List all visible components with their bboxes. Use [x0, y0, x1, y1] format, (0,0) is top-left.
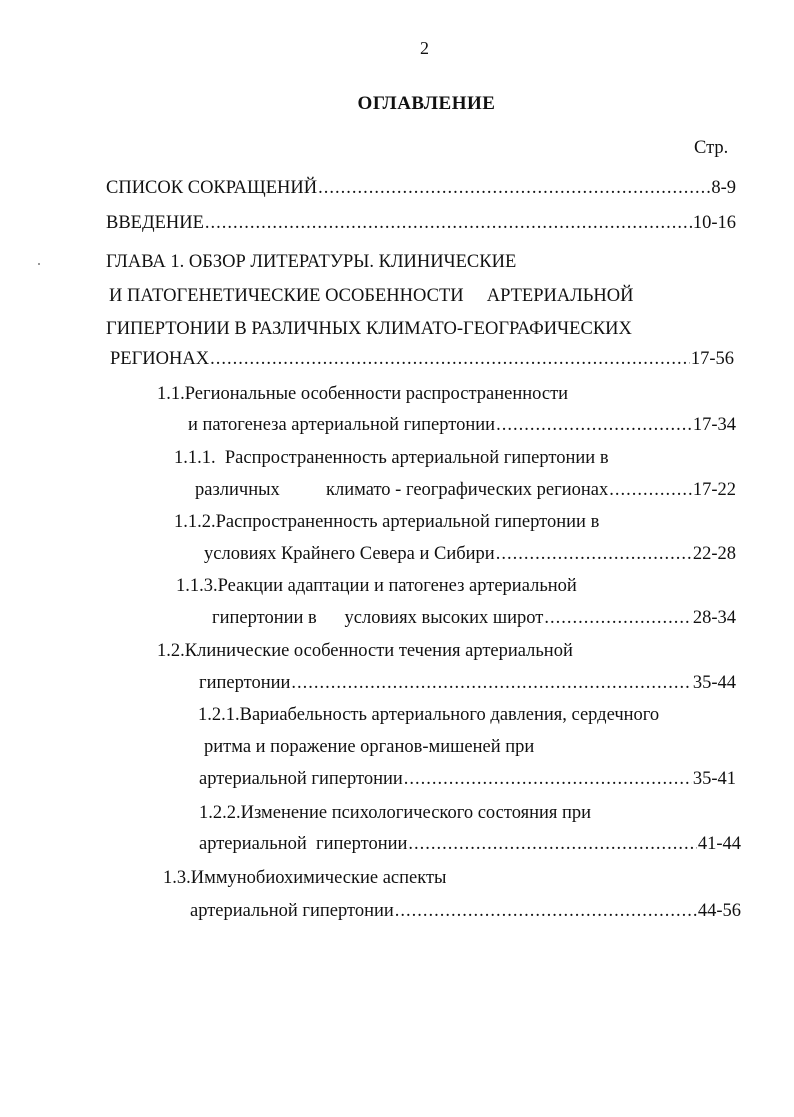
- toc-entry-1-2-2[interactable]: [199, 832, 741, 858]
- section-1-1-2-line1: 1.1.2.Распространенность артериальной гипертонии в: [174, 512, 600, 532]
- chapter1-line3: ГИПЕРТОНИИ В РАЗЛИЧНЫХ КЛИМАТО-ГЕОГРАФИЧЕСКИХ: [106, 319, 632, 339]
- chapter1-line2: И ПАТОГЕНЕТИЧЕСКИЕ ОСОБЕННОСТИ АРТЕРИАЛЬНОЙ: [109, 286, 634, 306]
- section-1-1-1-line1: 1.1.1. Распространенность артериальной гипертонии в: [174, 448, 609, 468]
- toc-entry-pages: 41-44: [697, 834, 741, 854]
- chapter1-line1: ГЛАВА 1. ОБЗОР ЛИТЕРАТУРЫ. КЛИНИЧЕСКИЕ: [106, 252, 517, 272]
- toc-entry-pages: 35-41: [692, 769, 736, 789]
- page-number: 2: [420, 38, 429, 58]
- leader-dots: [408, 832, 696, 856]
- toc-entry-label: СПИСОК СОКРАЩЕНИЙ: [106, 178, 318, 198]
- toc-entry-pages: 17-34: [692, 415, 736, 435]
- toc-entry-label: гипертонии: [199, 673, 291, 693]
- toc-entry-pages: 17-22: [692, 480, 736, 500]
- toc-entry-label: условиях Крайнего Севера и Сибири: [204, 544, 495, 564]
- toc-entry-pages: 44-56: [697, 901, 741, 921]
- leader-dots: [395, 899, 697, 923]
- scan-speck: [38, 263, 40, 265]
- toc-entry-1-1-1[interactable]: [195, 478, 736, 504]
- section-1-2-1-line1: 1.2.1.Вариабельность артериального давления, сердечного: [198, 705, 660, 725]
- leader-dots: [496, 413, 692, 437]
- leader-dots: [291, 671, 691, 695]
- toc-entry-pages: 35-44: [692, 673, 736, 693]
- toc-entry-abbreviations[interactable]: [106, 176, 736, 202]
- toc-entry-pages: 22-28: [692, 544, 736, 564]
- toc-entry-label: РЕГИОНАХ: [110, 349, 210, 369]
- toc-entry-1-1[interactable]: [188, 413, 736, 439]
- toc-title: ОГЛАВЛЕНИЕ: [357, 93, 496, 114]
- section-1-2-1-line2: ритма и поражение органов-мишеней при: [204, 737, 535, 757]
- toc-entry-1-3[interactable]: [190, 899, 741, 925]
- toc-entry-introduction[interactable]: [106, 211, 736, 237]
- section-1-2-line1: 1.2.Клинические особенности течения артериальной: [157, 641, 573, 661]
- toc-entry-1-2[interactable]: [199, 671, 736, 697]
- toc-entry-pages: 8-9: [711, 178, 736, 198]
- page-column-header: Стр.: [694, 138, 729, 158]
- toc-entry-label: артериальной гипертонии: [199, 834, 408, 854]
- toc-entry-label: артериальной гипертонии: [190, 901, 394, 921]
- leader-dots: [210, 347, 690, 371]
- section-1-2-2-line1: 1.2.2.Изменение психологического состояния при: [199, 803, 592, 823]
- toc-entry-1-2-1[interactable]: [199, 767, 736, 793]
- leader-dots: [609, 478, 692, 502]
- toc-entry-1-1-3[interactable]: [212, 606, 736, 632]
- leader-dots: [496, 542, 692, 566]
- toc-entry-pages: 17-56: [690, 349, 734, 369]
- leader-dots: [544, 606, 691, 630]
- section-1-1-line1: 1.1.Региональные особенности распространенности: [157, 384, 569, 404]
- toc-entry-label: ВВЕДЕНИЕ: [106, 213, 204, 233]
- leader-dots: [404, 767, 692, 791]
- leader-dots: [205, 211, 692, 235]
- toc-entry-label: и патогенеза артериальной гипертонии: [188, 415, 496, 435]
- toc-entry-label: различных климато - географических регионах: [195, 480, 609, 500]
- toc-entry-label: гипертонии в условиях высоких широт: [212, 608, 544, 628]
- toc-entry-chapter1[interactable]: [110, 347, 734, 373]
- toc-entry-pages: 10-16: [692, 213, 736, 233]
- toc-entry-pages: 28-34: [692, 608, 736, 628]
- section-1-3-line1: 1.3.Иммунобиохимические аспекты: [163, 868, 447, 888]
- toc-entry-label: артериальной гипертонии: [199, 769, 403, 789]
- section-1-1-3-line1: 1.1.3.Реакции адаптации и патогенез артериальной: [176, 576, 577, 596]
- leader-dots: [318, 176, 710, 200]
- toc-entry-1-1-2[interactable]: [204, 542, 736, 568]
